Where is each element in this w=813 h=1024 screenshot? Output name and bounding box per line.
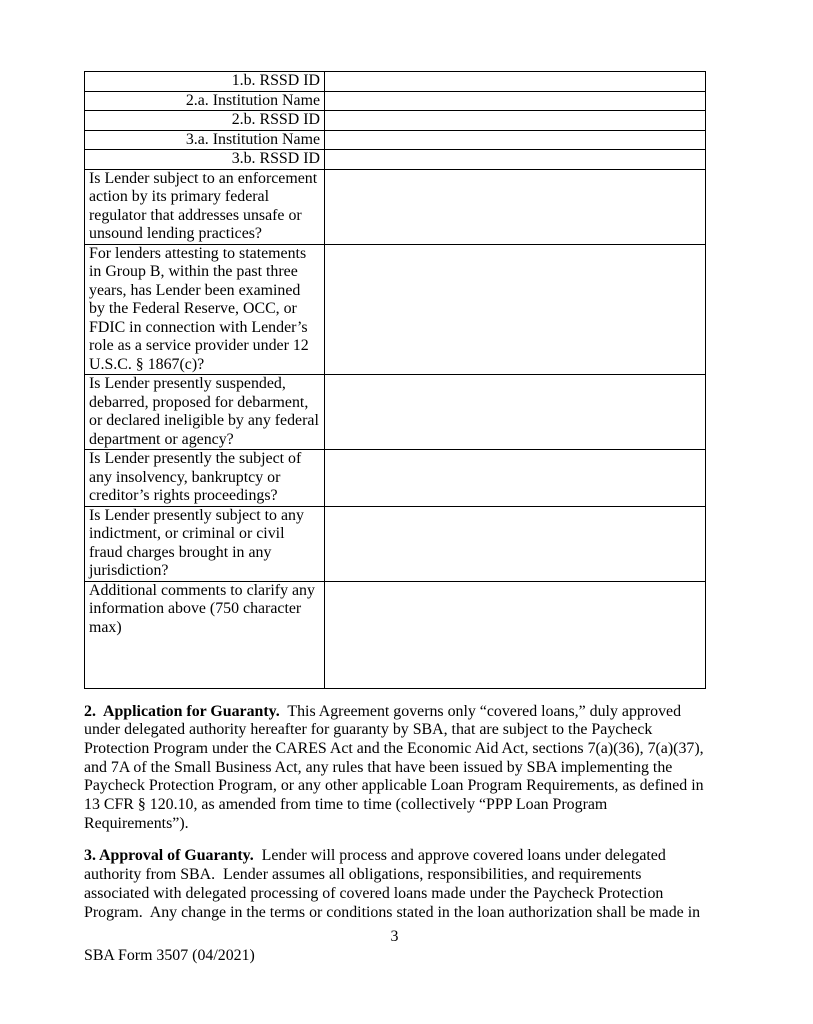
section-heading: 3. Approval of Guaranty. — [84, 847, 254, 865]
form-footer: SBA Form 3507 (04/2021) — [84, 946, 255, 964]
field-additional-comments-value[interactable] — [325, 581, 706, 688]
field-label: 2.b. RSSD ID — [85, 111, 325, 131]
field-enforcement-action-value[interactable] — [325, 169, 706, 244]
field-insolvency-value[interactable] — [325, 450, 706, 507]
section-body: This Agreement governs only “covered loans,” duly approved under delegated authority hereafter for guaranty by SBA, that are subject to the Paycheck Protection Program under the CARES Act and the Economic Aid Act, sections 7(a)(36), 7(a)(37), and 7A of the Small Business Act, any rules that have been issued by SBA implementing the Paycheck Protection Program, or any other applicable Loan Program Requirements, as defined in 13 CFR § 120.10, as amended from time to time (collectively “PPP Loan Program Requirements”). — [84, 702, 708, 832]
row-debarment-question — [85, 375, 706, 450]
row-2b-rssd-id — [85, 111, 706, 131]
field-1b-rssd-id-value[interactable] — [325, 72, 706, 92]
row-3a-institution-name — [85, 130, 706, 150]
field-3a-institution-name-value[interactable] — [325, 130, 706, 150]
lender-certification-table — [84, 71, 706, 689]
row-group-b-examination-question — [85, 244, 706, 375]
page-number: 3 — [390, 928, 399, 946]
row-additional-comments — [85, 581, 706, 688]
field-label: Is Lender presently subject to any indictment, or criminal or civil fraud charges brought in any jurisdiction? — [85, 506, 325, 581]
section-body: Lender will process and approve covered loans under delegated authority from SBA. Lender assumes all obligations, responsibilities, and requirements associated with delegated processing of covered loans made under the Paycheck Protection Program. Any change in the terms or conditions stated in the loan authorization shall be made in — [84, 847, 701, 921]
field-debarment-value[interactable] — [325, 375, 706, 450]
section-application-for-guaranty — [84, 703, 706, 834]
section-heading: 2. Application for Guaranty. — [84, 702, 280, 720]
row-1b-rssd-id — [85, 72, 706, 92]
row-insolvency-question — [85, 450, 706, 507]
row-enforcement-action-question — [85, 169, 706, 244]
section-approval-of-guaranty — [84, 847, 706, 922]
field-group-b-examination-value[interactable] — [325, 244, 706, 375]
field-indictment-value[interactable] — [325, 506, 706, 581]
field-label: Is Lender presently suspended, debarred, proposed for debarment, or declared ineligible by any federal department or agency? — [85, 375, 325, 450]
field-label: For lenders attesting to statements in Group B, within the past three years, has Lender been examined by the Federal Reserve, OCC, or FDIC in connection with Lender’s role as a service provider under 12 U.S.C. § 1867(c)? — [85, 244, 325, 375]
field-2a-institution-name-value[interactable] — [325, 91, 706, 111]
field-label: Is Lender presently the subject of any insolvency, bankruptcy or creditor’s rights proceedings? — [85, 450, 325, 507]
field-label: Additional comments to clarify any information above (750 character max) — [85, 581, 325, 688]
row-3b-rssd-id — [85, 150, 706, 170]
row-2a-institution-name — [85, 91, 706, 111]
field-label: 2.a. Institution Name — [85, 91, 325, 111]
field-label: 3.b. RSSD ID — [85, 150, 325, 170]
field-2b-rssd-id-value[interactable] — [325, 111, 706, 131]
field-label: 1.b. RSSD ID — [85, 72, 325, 92]
field-3b-rssd-id-value[interactable] — [325, 150, 706, 170]
row-indictment-question — [85, 506, 706, 581]
field-label: Is Lender subject to an enforcement action by its primary federal regulator that addresses unsafe or unsound lending practices? — [85, 169, 325, 244]
field-label: 3.a. Institution Name — [85, 130, 325, 150]
